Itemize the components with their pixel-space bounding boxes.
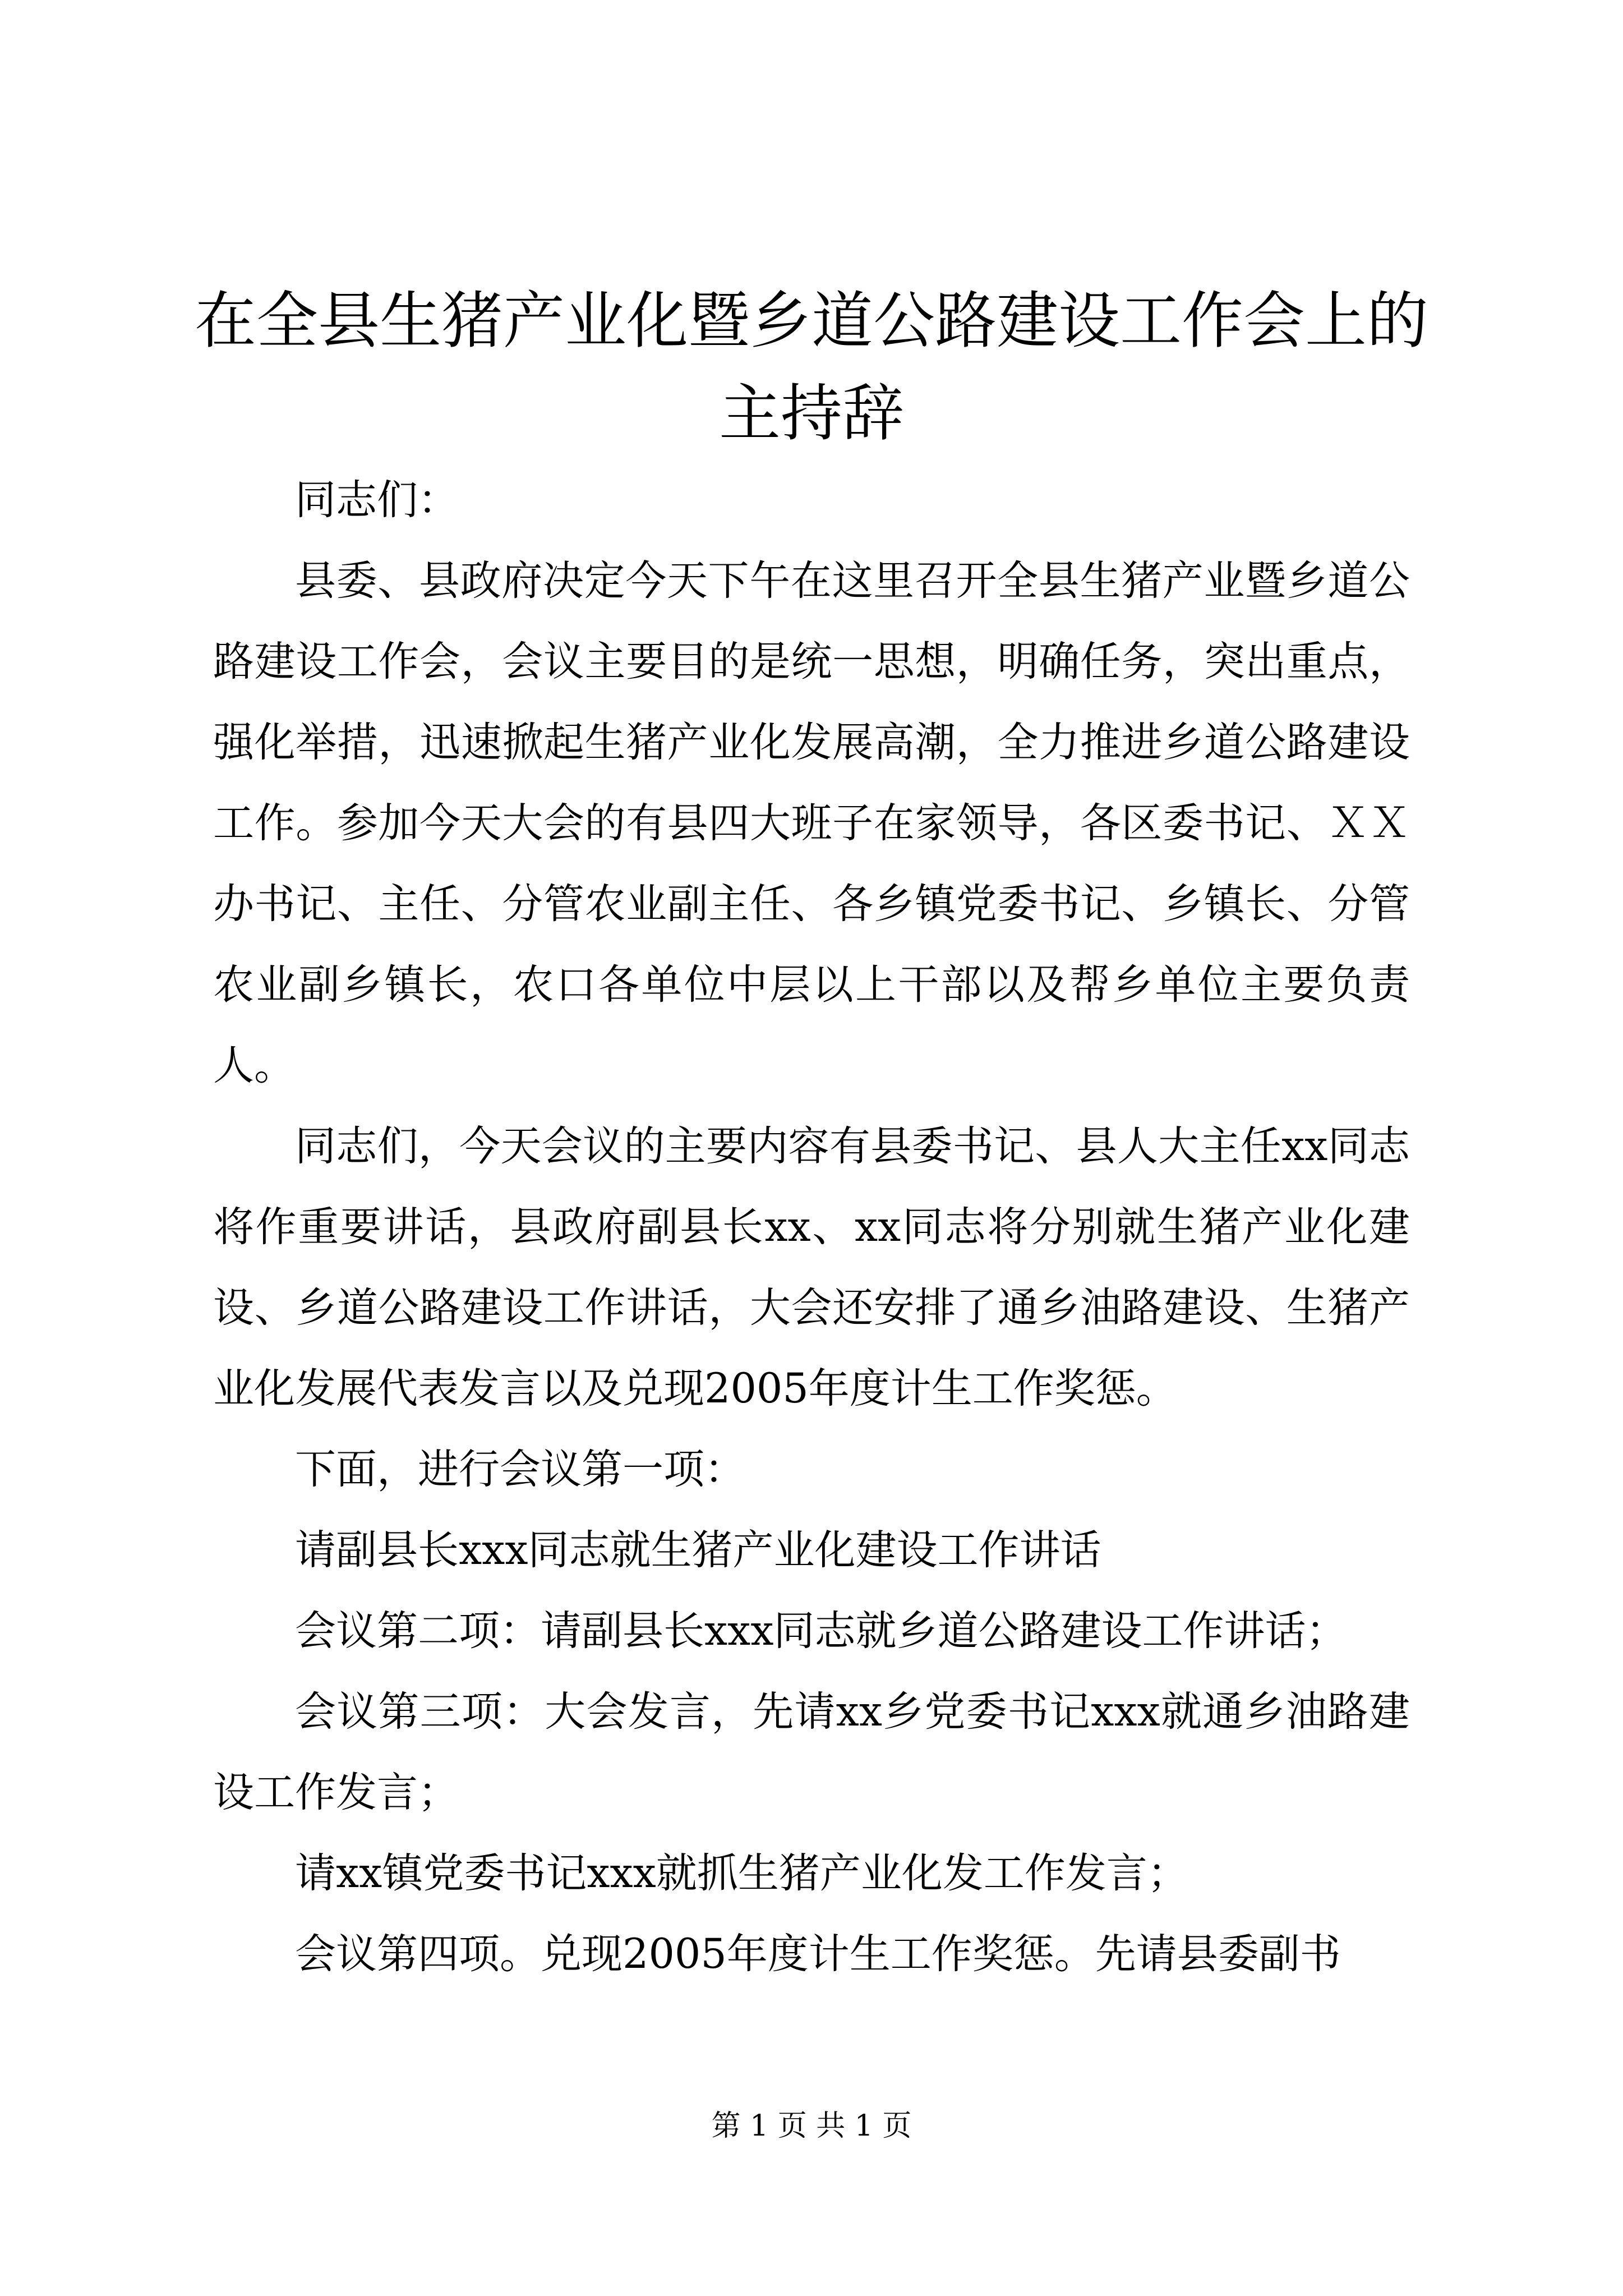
document-title: 在全县生猪产业化暨乡道公路建设工作会上的主持辞 <box>195 285 1428 449</box>
paragraph-item-three-second-speaker: 请xx镇党委书记xxx就抓生猪产业化发工作发言； <box>295 1849 1188 1897</box>
paragraph-item-four: 会议第四项。兑现2005年度计生工作奖惩。先请县委副书 <box>295 1930 1341 1978</box>
paragraph-salutation: 同志们： <box>295 476 459 524</box>
paragraph-item-two: 会议第二项：请副县长xxx同志就乡道公路建设工作讲话； <box>295 1607 1347 1655</box>
paragraph-item-one: 请副县长xxx同志就生猪产业化建设工作讲话 <box>295 1526 1101 1574</box>
page-number-footer: 第 1 页 共 1 页 <box>711 2109 912 2143</box>
paragraph-meeting-agenda: 同志们，今天会议的主要内容有县委书记、县人大主任xx同志将作重要讲话，县政府副县长xx、xx同志将分别就生猪产业化建设、乡道公路建设工作讲话，大会还安排了通乡油路建设、生猪产业化发展代表发言以及兑现2005年度计生工作奖惩。 <box>213 1122 1410 1412</box>
document-body <box>213 460 1410 1995</box>
paragraph-meeting-purpose: 县委、县政府决定今天下午在这里召开全县生猪产业暨乡道公路建设工作会，会议主要目的是统一思想，明确任务，突出重点，强化举措，迅速掀起生猪产业化发展高潮，全力推进乡道公路建设工作。参加今天大会的有县四大班子在家领导，各区委书记、ＸＸ办书记、主任、分管农业副主任、各乡镇党委书记、乡镇长、分管农业副乡镇长，农口各单位中层以上干部以及帮乡单位主要负责人。 <box>213 557 1410 1089</box>
paragraph-item-one-intro: 下面，进行会议第一项： <box>295 1446 745 1493</box>
paragraph-item-three: 会议第三项：大会发言，先请xx乡党委书记xxx就通乡油路建设工作发言； <box>213 1688 1410 1816</box>
